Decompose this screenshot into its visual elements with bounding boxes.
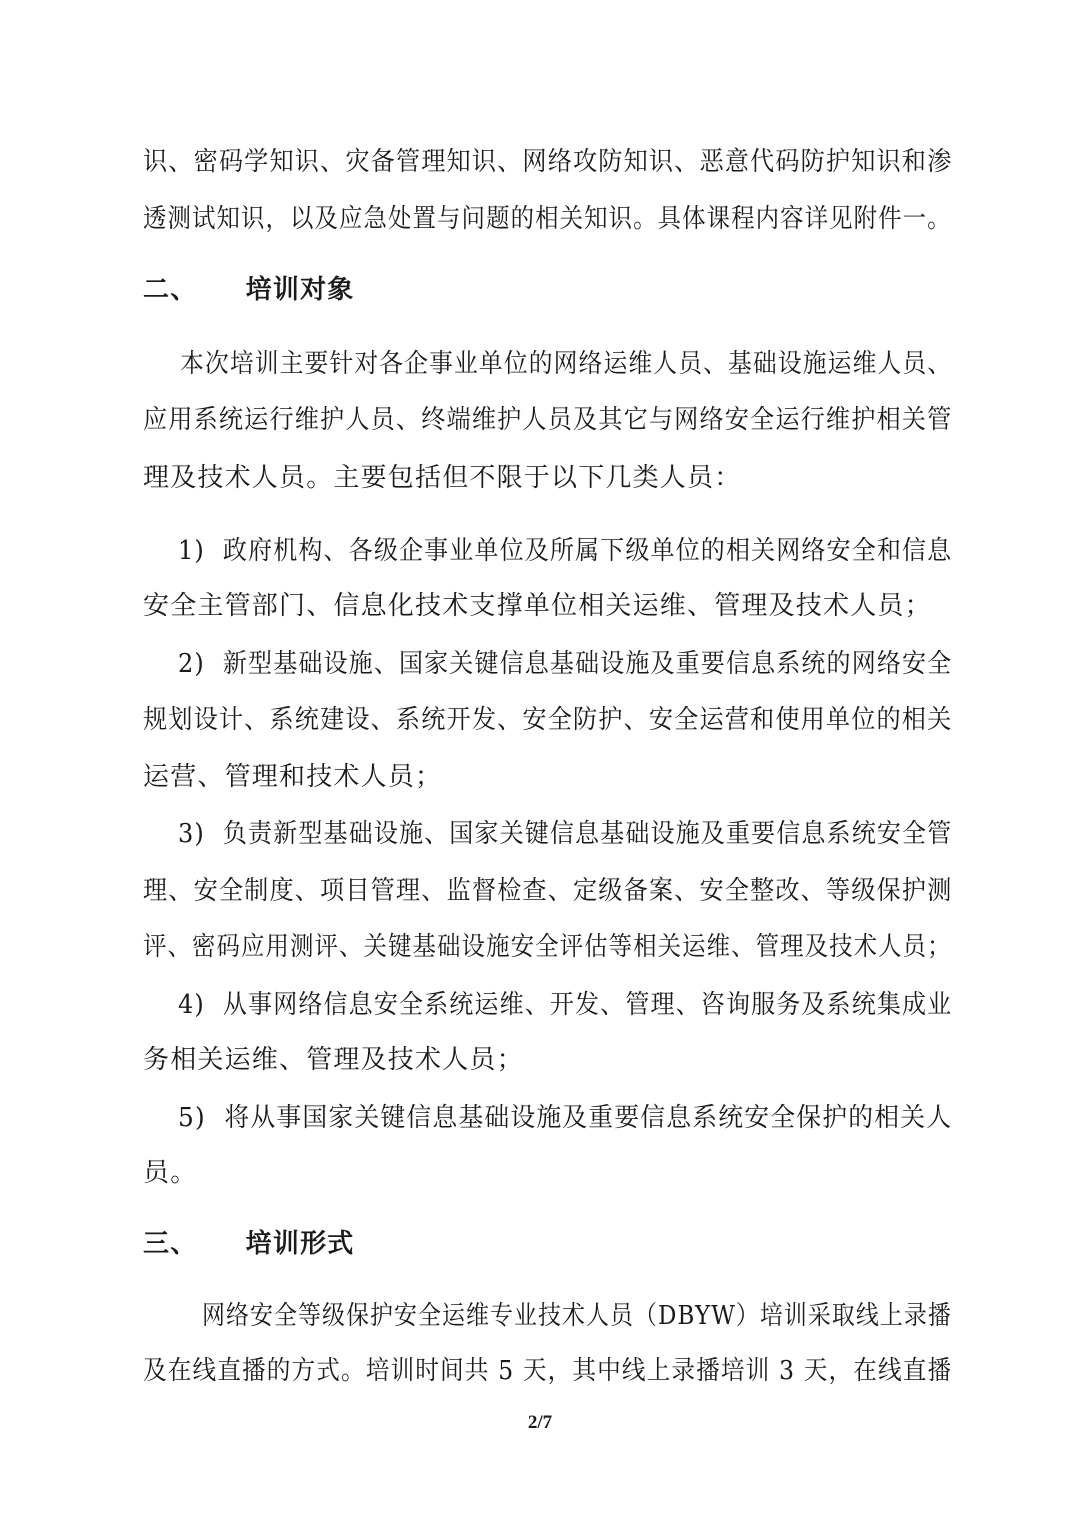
- list-item-number: 5): [178, 1103, 206, 1133]
- section-2-para-line: 理及技术人员。主要包括但不限于以下几类人员：: [143, 463, 742, 493]
- section-3-para-line: 及在线直播的方式。培训时间共 5 天，其中线上录播培训 3 天，在线直播: [143, 1356, 953, 1386]
- section-3-number: 三、: [143, 1229, 198, 1259]
- list-item-continuation: 运营、管理和技术人员；: [143, 762, 443, 792]
- list-item-continuation: 安全主管部门、信息化技术支撑单位相关运维、管理及技术人员；: [143, 591, 932, 621]
- intro-line-2: 透测试知识，以及应急处置与问题的相关知识。具体课程内容详见附件一。: [143, 204, 952, 234]
- list-item-number: 4): [178, 990, 205, 1020]
- section-2-number: 二、: [143, 275, 198, 305]
- section-3-heading: [143, 1226, 354, 1262]
- list-item-text: 负责新型基础设施、国家关键信息基础设施及重要信息系统安全管: [222, 819, 953, 849]
- list-item-number: 3): [178, 819, 205, 849]
- list-item-number: 2): [178, 649, 205, 679]
- list-item-continuation: 员。: [143, 1158, 198, 1188]
- section-3-para-line: 网络安全等级保护安全运维专业技术人员（DBYW）培训采取线上录播: [202, 1301, 952, 1331]
- list-item: [178, 533, 952, 569]
- list-item-text: 政府机构、各级企事业单位及所属下级单位的相关网络安全和信息: [222, 536, 953, 566]
- section-2-title: 培训对象: [245, 275, 355, 305]
- list-item-number: 1): [178, 536, 205, 566]
- page-number: 2/7: [527, 1412, 553, 1433]
- list-item-continuation: 规划设计、系统建设、系统开发、安全防护、安全运营和使用单位的相关: [143, 705, 953, 735]
- list-item: [178, 816, 952, 852]
- list-item-continuation: 务相关运维、管理及技术人员；: [143, 1045, 524, 1075]
- intro-line-1: 识、密码学知识、灾备管理知识、网络攻防知识、恶意代码防护知识和渗: [143, 147, 953, 177]
- section-2-para-line: 应用系统运行维护人员、终端维护人员及其它与网络安全运行维护相关管: [143, 405, 953, 435]
- section-3-title: 培训形式: [245, 1229, 355, 1259]
- list-item-text: 从事网络信息安全系统运维、开发、管理、咨询服务及系统集成业: [222, 990, 953, 1020]
- list-item: [178, 646, 952, 682]
- list-item: [178, 987, 952, 1023]
- section-2-heading: [143, 272, 354, 308]
- list-item-text: 新型基础设施、国家关键信息基础设施及重要信息系统的网络安全: [222, 649, 953, 679]
- section-2-para-line: 本次培训主要针对各企事业单位的网络运维人员、基础设施运维人员、: [180, 349, 953, 379]
- list-item-continuation: 评、密码应用测评、关键基础设施安全评估等相关运维、管理及技术人员；: [143, 932, 952, 962]
- list-item: [178, 1100, 952, 1136]
- list-item-continuation: 理、安全制度、项目管理、监督检查、定级备案、安全整改、等级保护测: [143, 876, 953, 906]
- list-item-text: 将从事国家关键信息基础设施及重要信息系统安全保护的相关人: [224, 1103, 953, 1133]
